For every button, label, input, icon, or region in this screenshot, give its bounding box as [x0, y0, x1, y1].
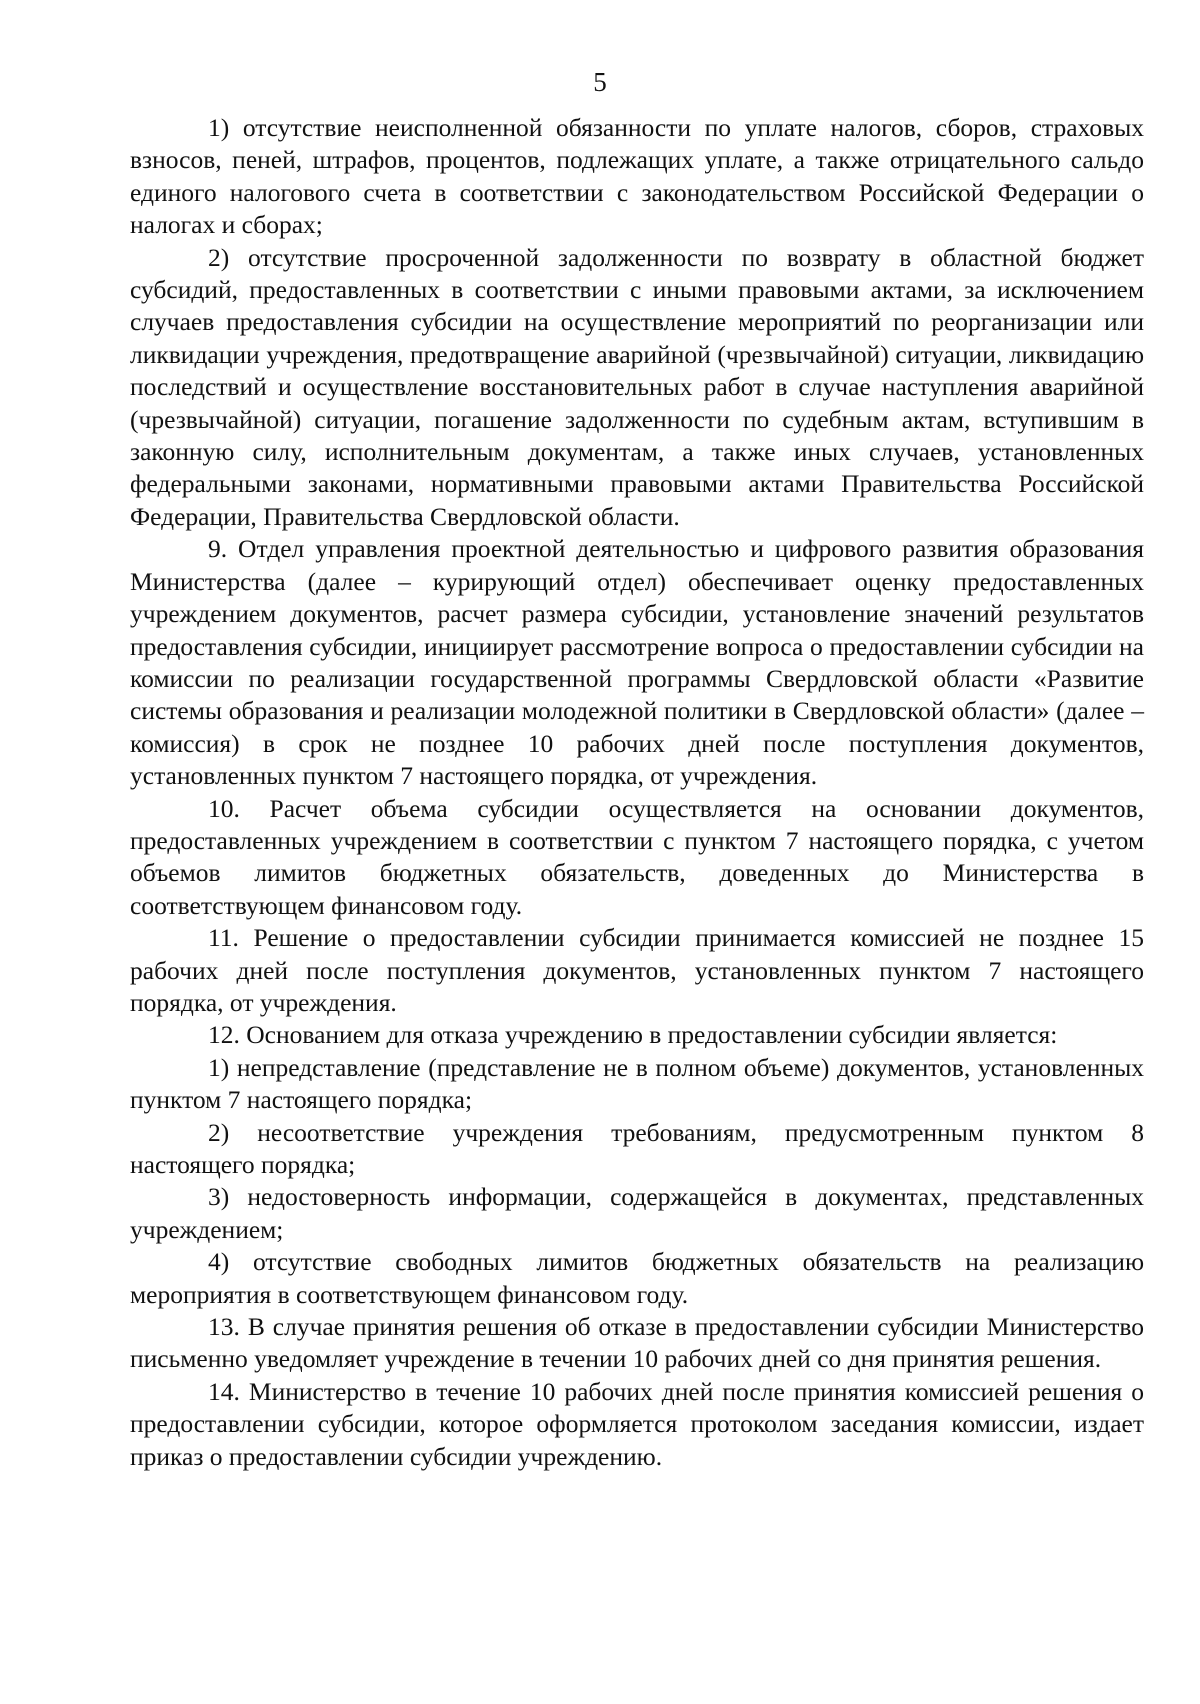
paragraph-clause-9: 9. Отдел управления проектной деятельностью и цифрового развития образования Министерства (далее – курирующий отдел) обеспечивает оценку предоставленных учреждением документов, расчет размера субсидии, установление значений результатов предоставления субсидии, инициирует рассмотрение вопроса о предоставлении субсидии на комиссии по реализации государственной программы Свердловской области «Развитие системы образования и реализации молодежной политики в Свердловской области» (далее – комиссия) в срок не позднее 10 рабочих дней после поступления документов, установленных пунктом 7 настоящего порядка, от учреждения.: [130, 534, 1144, 791]
paragraph-clause-11: 11. Решение о предоставлении субсидии принимается комиссией не позднее 15 рабочих дней после поступления документов, установленных пунктом 7 настоящего порядка, от учреждения.: [130, 923, 1144, 1017]
paragraph-clause-12-1: 1) непредставление (представление не в полном объеме) документов, установленных пунктом 7 настоящего порядка;: [130, 1052, 1144, 1115]
paragraph-clause-8-1: 1) отсутствие неисполненной обязанности по уплате налогов, сборов, страховых взносов, пеней, штрафов, процентов, подлежащих уплате, а также отрицательного сальдо единого налогового счета в соответствии с законодательством Российской Федерации о налогах и сборах;: [130, 113, 1144, 240]
paragraph-clause-12-2: 2) несоответствие учреждения требованиям, предусмотренным пунктом 8 настоящего порядка;: [130, 1117, 1144, 1179]
paragraph-clause-14: 14. Министерство в течение 10 рабочих дней после принятия комиссией решения о предоставлении субсидии, которое оформляется протоколом заседания комиссии, издает приказ о предоставлении субсидии учреждению.: [130, 1376, 1144, 1471]
page-number: 5: [593, 67, 607, 97]
paragraph-clause-8-2: 2) отсутствие просроченной задолженности по возврату в областной бюджет субсидий, предоставленных в соответствии с иными правовыми актами, за исключением случаев предоставления субсидии на осуществление мероприятий по реорганизации или ликвидации учреждения, предотвращение аварийной (чрезвычайной) ситуации, ликвидацию последствий и осуществление восстановительных работ в случае наступления аварийной (чрезвычайной) ситуации, погашение задолженности по судебным актам, вступившим в законную силу, исполнительным документам, а также иных случаев, установленных федеральными законами, нормативными правовыми актами Правительства Российской Федерации, Правительства Свердловской области.: [130, 242, 1144, 531]
paragraph-clause-12: 12. Основанием для отказа учреждению в предоставлении субсидии является:: [208, 1020, 1058, 1050]
paragraph-clause-12-4: 4) отсутствие свободных лимитов бюджетных обязательств на реализацию мероприятия в соответствующем финансовом году.: [130, 1247, 1144, 1309]
paragraph-clause-12-3: 3) недостоверность информации, содержащейся в документах, представленных учреждением;: [130, 1182, 1144, 1244]
paragraph-clause-10: 10. Расчет объема субсидии осуществляется на основании документов, предоставленных учреждением в соответствии с пунктом 7 настоящего порядка, с учетом объемов лимитов бюджетных обязательств, доведенных до Министерства в соответствующем финансовом году.: [130, 793, 1144, 920]
paragraph-clause-13: 13. В случае принятия решения об отказе в предоставлении субсидии Министерство письменно уведомляет учреждение в течении 10 рабочих дней со дня принятия решения.: [130, 1312, 1144, 1374]
document-body: [130, 112, 1144, 1473]
